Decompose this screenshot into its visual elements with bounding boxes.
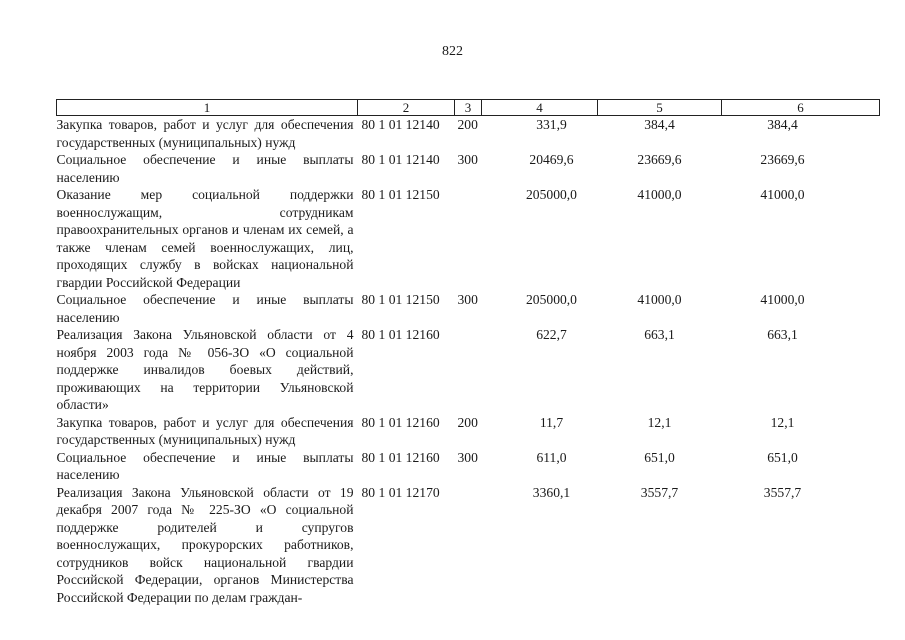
row-expense-type: 200: [457, 414, 478, 430]
column-header-5: 5: [598, 100, 722, 116]
table-row: [57, 116, 880, 152]
row-name: Закупка товаров, работ и услуг для обеспечения государственных (муниципальных) нужд: [56, 414, 354, 447]
row-name: Социальное обеспечение и иные выплаты населению: [56, 449, 354, 482]
row-value-6: 663,1: [767, 327, 798, 342]
row-expense-type: [455, 186, 482, 291]
row-value-5: 41000,0: [637, 292, 682, 307]
row-value-4: 611,0: [536, 449, 567, 465]
row-value-6: 41000,0: [760, 292, 805, 307]
row-expense-type: [455, 484, 482, 607]
row-value-4: 20469,6: [529, 152, 574, 167]
row-value-6: 3557,7: [763, 484, 802, 500]
table-row: [57, 414, 880, 449]
column-header-6: 6: [722, 100, 880, 116]
row-value-5: 12,1: [647, 414, 672, 430]
row-name: Реализация Закона Ульяновской области от 19 декабря 2007 года № 225-ЗО «О социальной поддержке родителей и супругов военнослужащих, прокурорских работников, сотрудников войск национальной гвардии Российской Федерации, органов Министерства Российской Федерации по делам граждан-: [56, 484, 354, 605]
row-expense-type: 300: [457, 152, 478, 167]
row-expense-type: 300: [457, 449, 478, 465]
row-code: 80 1 01 12160: [361, 414, 440, 430]
row-name: Закупка товаров, работ и услуг для обеспечения государственных (муниципальных) нужд: [56, 117, 354, 150]
row-expense-type: 300: [457, 292, 478, 307]
row-code: 80 1 01 12140: [361, 152, 440, 167]
row-value-5: 663,1: [644, 327, 675, 342]
row-value-4: 205000,0: [526, 292, 577, 307]
row-value-6: 651,0: [767, 449, 798, 465]
row-name: Оказание мер социальной поддержки военнослужащим, сотрудникам правоохранительных органов и членам их семей, а также членам семей военнослужащих, лиц, проходящих службу в войсках национальной гвардии Российской Федерации: [56, 187, 354, 290]
page-number: 822: [442, 44, 463, 59]
row-value-5: 23669,6: [637, 152, 682, 167]
row-value-6: 384,4: [767, 117, 798, 132]
column-header-3: 3: [455, 100, 482, 116]
row-code: 80 1 01 12150: [361, 292, 440, 307]
table-row: [57, 484, 880, 607]
table-row: [57, 326, 880, 414]
table-row: [57, 449, 880, 484]
table-row: [57, 151, 880, 186]
row-value-6: 12,1: [770, 414, 795, 430]
column-header-4: 4: [482, 100, 598, 116]
row-value-4: 3360,1: [532, 484, 571, 500]
row-name: Социальное обеспечение и иные выплаты населению: [56, 152, 354, 185]
row-name: Реализация Закона Ульяновской области от 4 ноября 2003 года № 056-ЗО «О социальной поддержке инвалидов боевых действий, проживающих на территории Ульяновской области»: [56, 327, 354, 412]
row-value-4: 622,7: [536, 327, 567, 342]
row-value-6: 41000,0: [760, 187, 805, 202]
row-value-5: 384,4: [644, 117, 675, 132]
row-name: Социальное обеспечение и иные выплаты населению: [56, 292, 354, 325]
row-code: 80 1 01 12170: [361, 484, 440, 500]
column-header-1: 1: [57, 100, 358, 116]
row-code: 80 1 01 12160: [361, 327, 440, 342]
row-value-5: 41000,0: [637, 187, 682, 202]
row-value-5: 3557,7: [640, 484, 679, 500]
table-row: [57, 186, 880, 291]
row-expense-type: [455, 326, 482, 414]
row-code: 80 1 01 12140: [361, 117, 440, 132]
row-value-4: 331,9: [536, 117, 567, 132]
row-value-6: 23669,6: [760, 152, 805, 167]
table-row: [57, 291, 880, 326]
row-code: 80 1 01 12150: [361, 187, 440, 202]
column-header-2: 2: [358, 100, 455, 116]
header-row: [57, 100, 880, 116]
budget-table: [56, 99, 880, 606]
row-value-4: 205000,0: [526, 187, 577, 202]
row-value-5: 651,0: [644, 449, 675, 465]
row-code: 80 1 01 12160: [361, 449, 440, 465]
row-expense-type: 200: [457, 117, 478, 132]
row-value-4: 11,7: [539, 414, 564, 430]
